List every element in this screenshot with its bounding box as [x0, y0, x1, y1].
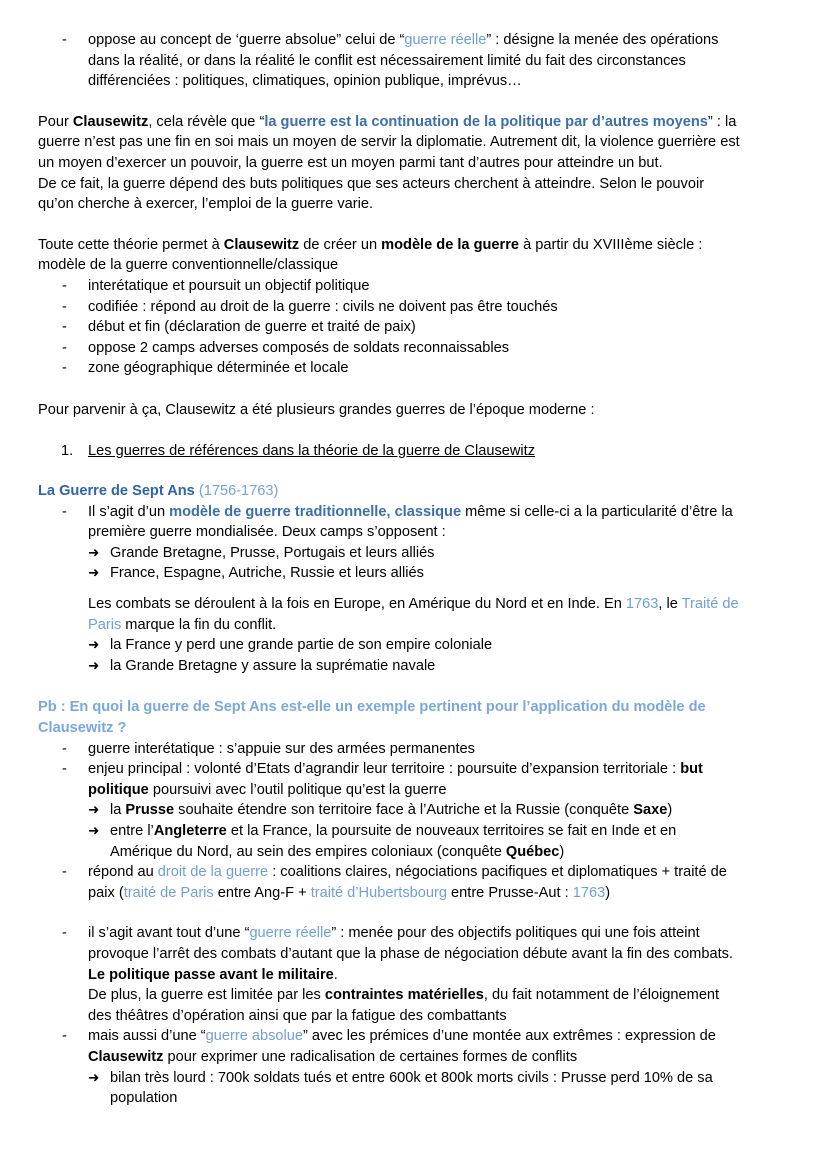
list-guerre-reelle	[38, 30, 740, 92]
plain-text: De plus, la guerre est limitée par les	[88, 987, 325, 1004]
plain-text: enjeu principal : volonté d’Etats d’agrandir leur territoire : poursuite d’expansion territoriale :	[88, 761, 681, 778]
bold-text: Prusse	[125, 802, 175, 819]
blue-highlight-text: traité d’Hubertsbourg	[310, 884, 447, 901]
bold-text: Angleterre	[153, 823, 227, 839]
bold-text: contraintes matérielles	[324, 987, 484, 1004]
plain-text: entre Prusse-Aut :	[446, 884, 573, 901]
arrow-bullet-icon: ➜	[88, 637, 100, 654]
plain-text: entre l’	[110, 823, 154, 839]
plain-text: souhaite étendre son territoire face à l’Autriche et la Russie (conquête	[174, 802, 634, 819]
list-item	[38, 441, 740, 462]
plain-text: répond au	[88, 864, 158, 881]
list-item	[88, 543, 740, 564]
plain-text: ” avec les prémices d’une montée aux extrêmes : expression de	[303, 1028, 716, 1045]
list-item-label	[110, 1070, 713, 1107]
list-item	[38, 358, 740, 379]
bold-text: but politique	[88, 761, 703, 798]
plain-text: )	[559, 843, 565, 860]
arrow-sublist	[88, 800, 740, 862]
list-item-label: oppose 2 camps adverses composés de soldats reconnaissables	[88, 339, 510, 356]
blue-quote-text: la guerre est la continuation de la politique par d’autres moyens	[264, 113, 708, 130]
bold-text: modèle de la guerre	[381, 236, 520, 253]
plain-text: il s’agit avant tout d’une “	[88, 925, 250, 942]
spacer	[38, 676, 740, 697]
blue-highlight-text: guerre réelle	[249, 925, 332, 942]
plain-text: même si celle-ci a la particularité d’être la première guerre mondialisée. Deux camps s’opposent :	[88, 503, 733, 541]
plain-text: Il s’agit d’un	[88, 503, 170, 520]
spacer	[88, 584, 740, 594]
list-number: 1.	[61, 442, 74, 459]
list-item	[88, 563, 740, 584]
bold-text: Clausewitz	[223, 236, 300, 253]
list-item-label: la France y perd une grande partie de son empire coloniale	[110, 637, 493, 654]
bold-text: Québec	[505, 843, 560, 860]
list-item-label: début et fin (déclaration de guerre et traité de paix)	[88, 319, 416, 336]
plain-text: , du fait notamment de l’éloignement des théâtres d’opération ainsi que par la fatigue des combattants	[88, 987, 720, 1024]
blue-highlight-text: traité de Paris	[123, 884, 214, 901]
plain-text: de créer un	[299, 236, 382, 253]
plain-text: De ce fait, la guerre dépend des buts politiques que ses acteurs cherchent à atteindre. Selon le pouvoir qu’on cherche à exercer, l’emploi de la guerre varie.	[38, 175, 705, 213]
list-item	[38, 338, 740, 359]
paragraph-clausewitz-quote	[38, 112, 740, 174]
plain-text: ” : menée pour des objectifs politiques qui une fois atteint provoque l’arrêt des combats d’autant que la phase de négociation débute avant la fin des combats.	[88, 925, 733, 962]
paragraph-buts-politiques	[38, 174, 740, 215]
list-item	[88, 1068, 740, 1109]
arrow-bullet-icon: ➜	[88, 823, 100, 839]
dash-bullet-icon: -	[62, 1028, 67, 1045]
list-camps	[88, 543, 740, 584]
arrow-bullet-icon: ➜	[88, 657, 100, 674]
spacer	[38, 379, 740, 400]
paragraph-combats	[88, 594, 740, 635]
list-outcomes	[88, 635, 740, 676]
blue-highlight-text: 1763	[625, 596, 659, 613]
list-item	[38, 862, 740, 903]
plain-text: )	[605, 884, 611, 901]
list-item-label: codifiée : répond au droit de la guerre : civils ne doivent pas être touchés	[88, 298, 558, 315]
plain-text: , cela révèle que “	[148, 113, 265, 130]
plain-text: )	[667, 802, 673, 819]
plain-text: : coalitions claires, négociations pacifiques et diplomatiques + traité de paix (	[88, 864, 727, 901]
list-item	[88, 821, 740, 862]
bold-text: Saxe	[633, 802, 668, 819]
document-body	[38, 30, 740, 1109]
list-item-label: interétatique et poursuit un objectif politique	[88, 277, 370, 294]
dash-bullet-icon: -	[62, 740, 67, 757]
plain-text: marque la fin du conflit.	[121, 616, 277, 633]
paragraph-pour-parvenir	[38, 400, 740, 421]
spacer	[38, 215, 740, 235]
spacer	[38, 461, 740, 481]
blue-bold-text: modèle de guerre traditionnelle, classique	[169, 503, 462, 520]
plain-text: poursuivi avec l’outil politique qu’est la guerre	[148, 781, 447, 798]
list-item-label	[110, 802, 672, 818]
dash-bullet-icon: -	[62, 925, 67, 942]
plain-text: ” : désigne la menée des opérations dans la réalité, or dans la réalité le conflit est nécessairement limité du fait des circonstances différenciées : politiques, climatiques, opinion publique, imprévus…	[88, 32, 719, 90]
paragraph-text	[88, 741, 475, 757]
numbered-section-heading	[38, 441, 740, 462]
blue-highlight-text: 1763	[572, 884, 606, 901]
paragraph-text	[88, 761, 703, 798]
list-item-label	[110, 823, 676, 860]
list-item-label: la Grande Bretagne y assure la suprématie navale	[110, 657, 436, 674]
plain-text: pour exprimer une radicalisation de certaines formes de conflits	[163, 1048, 578, 1065]
dash-bullet-icon: -	[62, 503, 67, 520]
dash-bullet-icon: -	[62, 360, 67, 377]
plain-text: entre Ang-F +	[213, 884, 311, 901]
plain-text: et la France, la poursuite de nouveaux territoires se fait en Inde et en Amérique du Nord, au sein des empires coloniaux (conquête	[110, 823, 677, 860]
paragraph-text	[88, 504, 733, 541]
list-item	[38, 1026, 740, 1108]
list-item	[38, 276, 740, 297]
dash-bullet-icon: -	[62, 339, 67, 356]
arrow-sublist	[88, 1068, 740, 1109]
list-item-label: France, Espagne, Autriche, Russie et leurs alliés	[110, 565, 424, 582]
list-item-label: Grande Bretagne, Prusse, Portugais et leurs alliés	[110, 544, 435, 561]
dash-bullet-icon: -	[62, 761, 67, 778]
plain-text: à partir du XVIIIème siècle : modèle de la guerre conventionnelle/classique	[38, 236, 703, 274]
section-title: Les guerres de références dans la théorie de la guerre de Clausewitz	[88, 442, 535, 459]
heading-problematique: Pb : En quoi la guerre de Sept Ans est-elle un exemple pertinent pour l’application du modèle de Clausewitz ?	[38, 699, 706, 737]
list-item	[38, 297, 740, 318]
heading-guerre-sept-ans	[38, 481, 740, 502]
blue-highlight-text: Traité de Paris	[88, 596, 739, 633]
list-modele-caracteristiques	[38, 276, 740, 379]
list-item	[38, 30, 740, 92]
bold-text: Clausewitz	[72, 113, 149, 130]
plain-text: oppose au concept de ‘guerre absolue” celui de “	[88, 32, 405, 48]
plain-text: .	[333, 966, 338, 983]
plain-text: Toute cette théorie permet à	[38, 236, 224, 253]
list-item	[38, 317, 740, 338]
bold-text: Clausewitz	[88, 1048, 164, 1065]
list-item	[88, 635, 740, 656]
plain-text: , le	[658, 596, 682, 613]
blue-highlight-text: droit de la guerre	[157, 864, 269, 881]
blue-highlight-text: guerre réelle	[404, 32, 487, 48]
plain-text: mais aussi d’une “	[88, 1028, 206, 1045]
list-item	[38, 759, 740, 862]
paragraph-text	[88, 864, 727, 901]
spacer	[38, 92, 740, 112]
arrow-bullet-icon: ➜	[88, 802, 100, 819]
list-problematique-arguments	[38, 739, 740, 1109]
dash-bullet-icon: -	[62, 298, 67, 315]
dash-bullet-icon: -	[62, 319, 67, 336]
blue-highlight-text: guerre absolue	[205, 1028, 303, 1045]
paragraph-extra	[88, 985, 740, 1026]
plain-text: Pour parvenir à ça, Clausewitz a été plusieurs grandes guerres de l’époque moderne :	[38, 401, 595, 418]
plain-text: bilan très lourd : 700k soldats tués et entre 600k et 800k morts civils : Prusse perd 10% de sa population	[110, 1069, 713, 1107]
dash-bullet-icon: -	[62, 32, 67, 48]
plain-text: Les combats se déroulent à la fois en Europe, en Amérique du Nord et en Inde. En	[88, 596, 626, 613]
list-item-label: zone géographique déterminée et locale	[88, 360, 349, 377]
plain-text: Pour	[38, 113, 73, 130]
list-item	[38, 923, 740, 1026]
paragraph-text	[88, 925, 733, 982]
spacer	[38, 421, 740, 441]
plain-text: ” : la guerre n’est pas une fin en soi mais un moyen de servir la diplomatie. Autrement dit, la violence guerrière est un moyen d’exercer un pouvoir, la guerre est un moyen parmi tant d’autres pour atteindre un but.	[38, 113, 740, 171]
list-sept-ans	[38, 502, 740, 677]
list-item	[38, 739, 740, 760]
dash-bullet-icon: -	[62, 277, 67, 294]
dash-bullet-icon: -	[62, 864, 67, 881]
plain-text: guerre interétatique : s’appuie sur des armées permanentes	[88, 740, 475, 757]
paragraph-text	[88, 1028, 716, 1065]
plain-text: la	[110, 802, 126, 819]
list-item	[88, 800, 740, 821]
paragraph-modele-guerre	[38, 235, 740, 276]
list-item	[38, 502, 740, 677]
heading-text: La Guerre de Sept Ans	[38, 483, 195, 500]
paragraph-text	[88, 32, 718, 89]
arrow-bullet-icon: ➜	[88, 544, 100, 561]
arrow-bullet-icon: ➜	[88, 565, 100, 582]
bold-text: Le politique passe avant le militaire	[88, 966, 334, 983]
list-item	[88, 656, 740, 677]
blue-light-text: (1756-1763)	[198, 483, 279, 500]
arrow-bullet-icon: ➜	[88, 1069, 100, 1086]
